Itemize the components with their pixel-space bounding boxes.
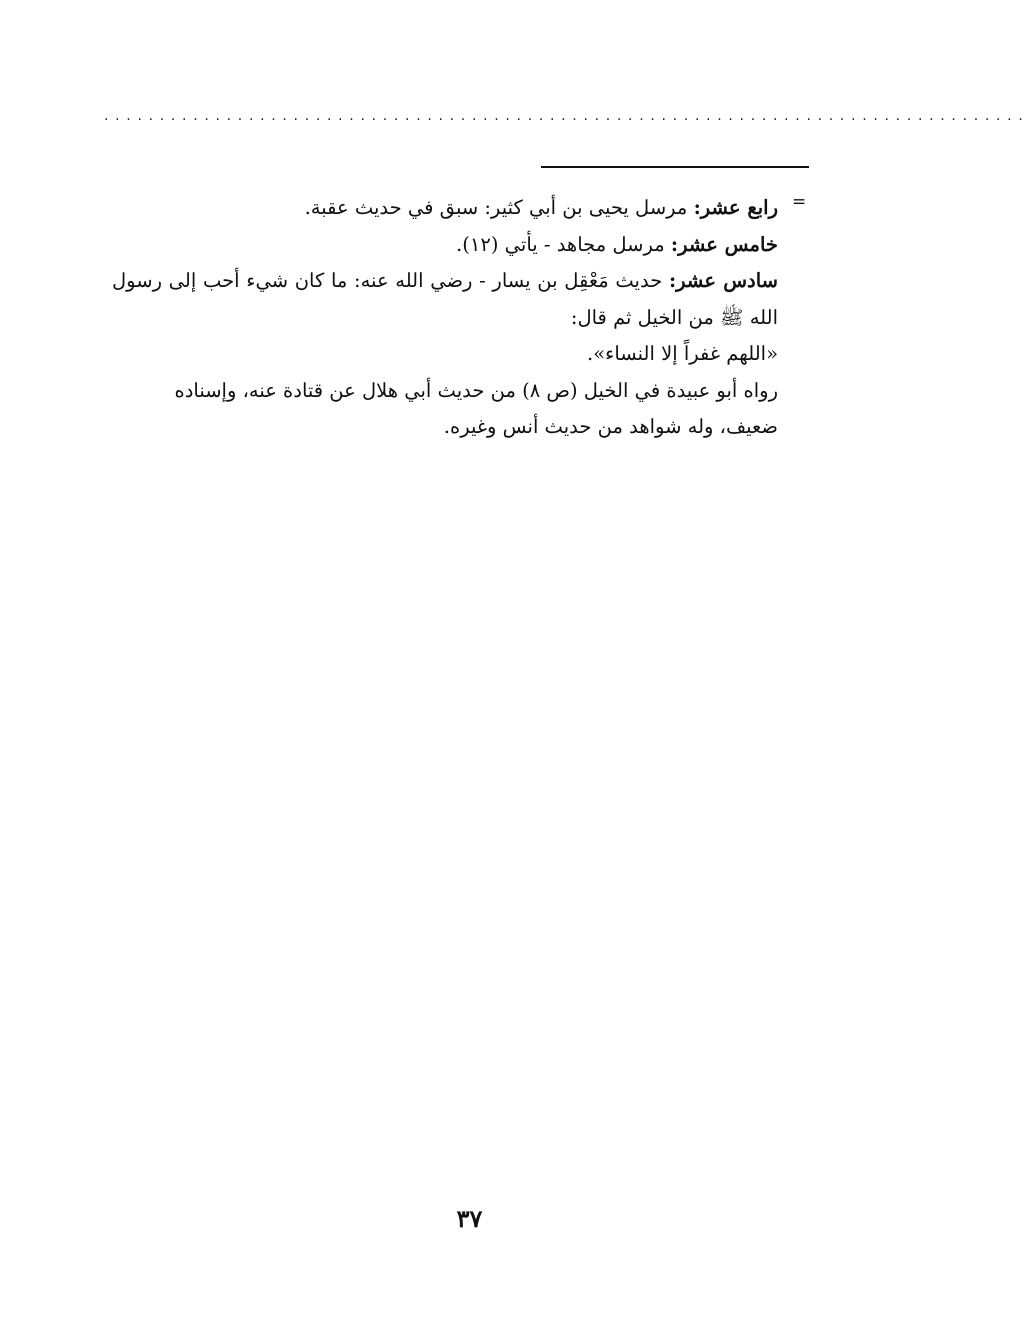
footnote-text: حديث مَعْقِل بن يسار - رضي الله عنه: ما كان شيء أحب إلى رسول الله ﷺ من الخيل ثم قال: [112,269,778,329]
continuation-mark: = [792,192,807,212]
hadith-quote: «اللهم غفراً إلا النساء». [587,342,778,365]
footnote-label: رابع عشر: [693,196,778,219]
footnote-label: خامس عشر: [670,232,778,256]
footnote-text: مرسل مجاهد - يأتي (١٢). [456,232,671,256]
footnote-paragraph-15 [112,227,778,264]
footnote-narration: رواه أبو عبيدة في الخيل (ص ٨) من حديث أبي هلال عن قتادة عنه، وإسناده ضعيف، وله شواهد من حديث أنس وغيره. [174,378,778,438]
footnote-text: مرسل يحيى بن أبي كثير: سبق في حديث عقبة. [304,196,694,219]
footnote-rule [541,166,809,168]
footnote-paragraph-16 [112,263,778,336]
page-number: ٣٧ [456,1204,483,1233]
footnote-paragraph-14 [112,190,778,227]
dotted-separator: ................................................................................... [104,108,1029,124]
footnotes-block [112,190,778,446]
footnote-label: سادس عشر: [668,269,779,292]
